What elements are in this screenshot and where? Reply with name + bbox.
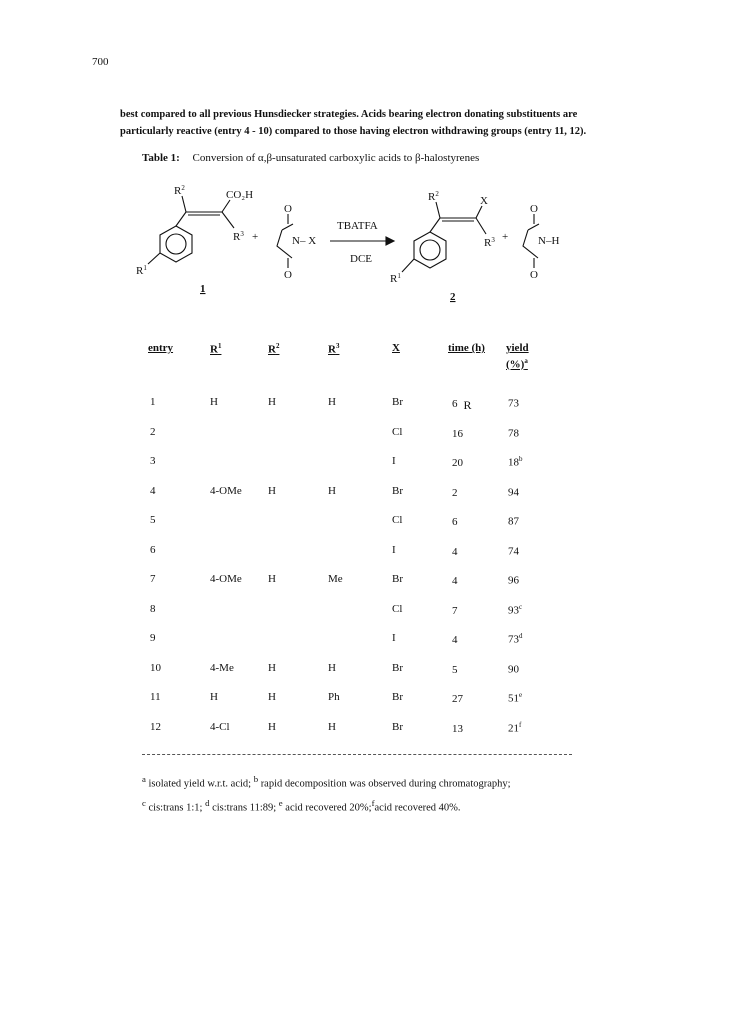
table-cell-time: 6 R <box>452 398 472 412</box>
plus-sign: + <box>252 231 259 243</box>
benzene-aromatic-circle <box>166 234 186 254</box>
compound-2-label: 2 <box>450 291 456 303</box>
succinimide-ring <box>282 224 293 230</box>
table-cell-time: 16 <box>452 427 463 440</box>
table-cell-time: 5 <box>452 663 458 676</box>
header-r2: $R^2$ <box>268 342 280 356</box>
oxygen-bottom: O <box>530 269 538 281</box>
table-cell-yield: 87 <box>508 515 519 528</box>
table-cell-r2: H <box>268 691 276 703</box>
table-cell-x: Br <box>392 396 403 408</box>
compound-1-label: 1 <box>200 283 206 295</box>
catalyst-label: TBATFA <box>337 220 378 232</box>
table-cell-time: 4 <box>452 545 458 558</box>
table-cell-entry: 10 <box>150 661 161 674</box>
table-cell-yield: 18$^b$ <box>508 455 523 469</box>
table-cell-r1: 4-Me <box>210 661 234 674</box>
intro-line: particularly reactive (entry 4 - 10) compared to those having electron withdrawing groups (entry 11, 12). <box>120 126 587 137</box>
table-cell-time: 2 <box>452 486 458 499</box>
table-cell-r1: H <box>210 691 218 703</box>
table-cell-time: 6 <box>452 516 458 528</box>
table-cell-x: Br <box>392 691 403 703</box>
header-r1: $R^1$ <box>210 342 222 356</box>
table-cell-yield: 51e <box>508 691 523 705</box>
table-cell-r1: 4-Cl <box>210 720 230 733</box>
benzene-ring <box>160 226 192 262</box>
table-cell-r3: H <box>328 484 336 497</box>
table-cell-yield: 96 <box>508 574 519 587</box>
table-cell-entry: 12 <box>150 720 161 733</box>
reaction-scheme <box>130 176 590 306</box>
table-cell-yield: 73 <box>508 397 519 410</box>
table-cell-entry: 5 <box>150 514 156 526</box>
table-title <box>142 152 479 164</box>
oxygen-top: O <box>284 203 292 215</box>
table-cell-yield: 90 <box>508 663 519 676</box>
table-cell-time: 7 <box>452 604 458 617</box>
bond <box>222 212 234 228</box>
table-cell-r2: H <box>268 484 276 497</box>
bond <box>176 212 186 226</box>
table-cell-time: 27 <box>452 693 463 705</box>
table-cell-entry: 2 <box>150 425 156 438</box>
header-yield: yield (%)$^a$ <box>506 342 529 371</box>
page-number: 700 <box>92 56 109 68</box>
r3-label: $R^3$ <box>484 236 495 249</box>
table-cell-r2: H <box>268 573 276 585</box>
succinimide-ring <box>277 230 292 258</box>
r3-label: $R^3$ <box>233 230 244 243</box>
table-cell-time: 4 <box>452 575 458 587</box>
table-cell-yield: 73$^d$ <box>508 632 523 646</box>
r1-label: $R^1$ <box>136 264 147 277</box>
footnotes <box>142 770 612 817</box>
table-cell-time: 13 <box>452 722 463 735</box>
table-cell-yield: 93$^c$ <box>508 602 523 617</box>
footnote-line: $^c$ cis:trans 1:1; $^d$ cis:trans 11:89; $^e$ acid recovered 20%;$^f$acid recovered 40%. <box>142 797 461 813</box>
intro-paragraph <box>120 106 640 140</box>
table-cell-time: 20 <box>452 457 463 469</box>
reagent-nx-label: N– X <box>292 235 317 247</box>
table-cell-r2: H <box>268 661 276 674</box>
table-cell-r3: H <box>328 396 336 408</box>
footnote-line: $^a$ isolated yield w.r.t. acid; $^b$ rapid decomposition was observed during chromatography; <box>142 774 511 790</box>
header-r3: $R^3$ <box>328 342 340 356</box>
table-cell-r1: 4-OMe <box>210 484 242 497</box>
table-cell-x: Cl <box>392 514 403 526</box>
table-cell-entry: 6 <box>150 543 156 556</box>
benzene-ring <box>414 232 446 268</box>
table-cell-r1: H <box>210 396 218 408</box>
benzene-aromatic-circle <box>420 240 440 260</box>
plus-sign: + <box>502 231 509 243</box>
table-cell-r3: H <box>328 661 336 674</box>
table-cell-x: Cl <box>392 602 403 615</box>
table-cell-r3: Ph <box>328 691 340 703</box>
bond <box>222 200 230 212</box>
table-cell-entry: 1 <box>150 396 156 408</box>
succinimide-ring <box>523 230 538 258</box>
product-halostyrene <box>402 202 486 272</box>
reactant-cinnamic-acid <box>148 196 234 264</box>
byproduct-succinimide <box>523 214 539 268</box>
bond <box>476 218 486 234</box>
reaction-arrow <box>330 237 394 245</box>
header-time: time (h) <box>448 342 485 354</box>
table-cell-x: Br <box>392 484 403 497</box>
table-cell-time: 4 <box>452 634 458 646</box>
oxygen-top: O <box>530 203 538 215</box>
table-cell-yield: 74 <box>508 545 519 558</box>
table-caption: Conversion of α,β-unsaturated carboxylic acids to β-halostyrenes <box>192 152 480 164</box>
footnote-rule <box>142 754 572 755</box>
table-cell-entry: 8 <box>150 602 156 615</box>
table-label: Table 1: <box>142 152 180 164</box>
x-label: X <box>480 195 488 207</box>
bond <box>476 206 482 218</box>
table-cell-x: Cl <box>392 425 403 438</box>
r1-label: $R^1$ <box>390 272 401 285</box>
r2-label: $R^2$ <box>174 184 185 197</box>
table-cell-x: I <box>392 543 396 556</box>
table-cell-r3: H <box>328 720 336 733</box>
table-cell-x: Br <box>392 720 403 733</box>
table-cell-entry: 9 <box>150 632 156 644</box>
table-cell-r1: 4-OMe <box>210 573 242 585</box>
co2h-label: CO₂H <box>226 189 254 201</box>
table-cell-x: Br <box>392 661 403 674</box>
intro-line: best compared to all previous Hunsdiecker strategies. Acids bearing electron donating substituents are <box>120 109 578 120</box>
table-cell-r2: H <box>268 396 276 408</box>
table-cell-x: Br <box>392 573 403 585</box>
table-cell-r3: Me <box>328 573 343 585</box>
table-cell-entry: 7 <box>150 573 156 585</box>
header-entry: entry <box>148 342 174 354</box>
header-x: X <box>392 342 400 354</box>
table-cell-yield: 94 <box>508 486 519 499</box>
table-cell-x: I <box>392 455 396 467</box>
table-cell-r2: H <box>268 720 276 733</box>
succinimide-ring <box>528 224 539 230</box>
table-cell-yield: 78 <box>508 427 519 440</box>
table-cell-entry: 11 <box>150 691 161 703</box>
bond <box>182 196 186 212</box>
bond <box>430 218 440 232</box>
bond <box>402 259 414 272</box>
table-cell-x: I <box>392 632 396 644</box>
bond <box>148 253 160 264</box>
oxygen-bottom: O <box>284 269 292 281</box>
reagent-n-halosuccinimide <box>277 214 293 268</box>
solvent-label: DCE <box>350 253 372 265</box>
table-cell-yield: 21$^f$ <box>508 720 522 735</box>
arrow-head <box>386 237 394 245</box>
succinimide-nh-label: N–H <box>538 235 560 247</box>
r2-label: $R^2$ <box>428 190 439 203</box>
table-cell-entry: 3 <box>150 455 156 467</box>
bond <box>436 202 440 218</box>
table-cell-entry: 4 <box>150 484 156 497</box>
